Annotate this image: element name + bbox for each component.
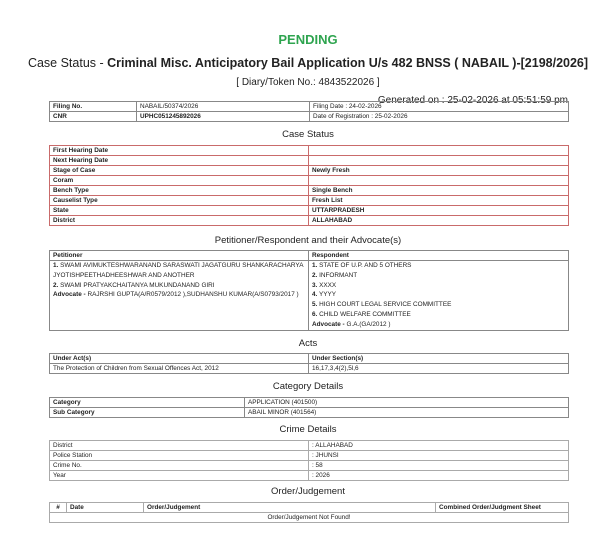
list-item: 5. HIGH COURT LEGAL SERVICE COMMITTEE: [312, 301, 452, 309]
row-label: District: [50, 216, 309, 226]
table-row: [50, 146, 569, 156]
registration-date: Date of Registration : 25-02-2026: [310, 112, 569, 122]
row-value: : JHUNSI: [309, 451, 569, 461]
row-label: Police Station: [50, 451, 309, 461]
row-label: Next Hearing Date: [50, 156, 309, 166]
acts-heading: Acts: [298, 338, 318, 349]
parties-heading: Petitioner/Respondent and their Advocate(s): [214, 235, 402, 246]
row-value: [309, 156, 569, 166]
orders-empty-message: Order/Judgement Not Found!: [50, 513, 569, 523]
list-item: 2. INFORMANT: [312, 271, 358, 279]
filing-no-label: Filing No.: [50, 102, 137, 112]
table-row: [50, 216, 569, 226]
respondent-header: Respondent: [309, 251, 569, 261]
table-row: [50, 176, 569, 186]
list-item: 1. STATE OF U.P. AND 5 OTHERS: [312, 262, 412, 269]
table-row: [50, 398, 569, 408]
list-item: 2. SWAMI PRATYAKCHAITANYA MUKUNDANAND GIRI: [53, 281, 215, 289]
generated-timestamp: Generated on : 25-02-2026 at 05:51:59 pm: [377, 95, 568, 106]
row-value: : ALLAHABAD: [309, 441, 569, 451]
petitioner-list: [50, 261, 309, 331]
subcategory-label: Sub Category: [50, 408, 245, 418]
title-prefix: Case Status -: [27, 56, 108, 70]
parties-table: [49, 250, 569, 331]
list-item: 4. YYYY: [312, 291, 337, 299]
orders-col-num: #: [50, 503, 67, 513]
sections-col-header: Under Section(s): [309, 354, 569, 364]
row-label: State: [50, 206, 309, 216]
row-value: : 2026: [309, 471, 569, 481]
filing-no-value: NABAIL/50374/2026: [137, 102, 310, 112]
orders-table: [49, 502, 569, 523]
respondent-advocate: Advocate - G.A.(GA/2012 ): [312, 320, 391, 328]
petitioner-header: Petitioner: [50, 251, 309, 261]
crime-table: [49, 440, 569, 481]
filing-table: [49, 101, 569, 122]
page-title: [0, 54, 616, 72]
row-label: Crime No.: [50, 461, 309, 471]
category-value: APPLICATION (401500): [245, 398, 569, 408]
category-heading: Category Details: [272, 381, 344, 392]
table-row: [50, 441, 569, 451]
category-label: Category: [50, 398, 245, 408]
table-row: [50, 166, 569, 176]
row-value: Newly Fresh: [309, 166, 569, 176]
table-row: [50, 196, 569, 206]
orders-col-sheet: Combined Order/Judgment Sheet: [436, 503, 569, 513]
row-value: ALLAHABAD: [309, 216, 569, 226]
list-item: 3. XXXX: [312, 281, 337, 289]
orders-heading: Order/Judgement: [271, 486, 345, 497]
row-label: Stage of Case: [50, 166, 309, 176]
row-label: First Hearing Date: [50, 146, 309, 156]
diary-token: [ Diary/Token No.: 4843522026 ]: [236, 77, 380, 88]
case-status-badge: PENDING: [278, 32, 338, 47]
row-label: District: [50, 441, 309, 451]
row-value: Fresh List: [309, 196, 569, 206]
row-value: Single Bench: [309, 186, 569, 196]
list-item: 6. CHILD WELFARE COMMITTEE: [312, 310, 411, 318]
row-label: Coram: [50, 176, 309, 186]
title-main: Criminal Misc. Anticipatory Bail Application U/s 482 BNSS ( NABAIL )-[2198/2026]: [107, 56, 589, 70]
table-row: [50, 186, 569, 196]
row-label: Bench Type: [50, 186, 309, 196]
case-status-table: [49, 145, 569, 226]
acts-table: [49, 353, 569, 374]
crime-heading: Crime Details: [279, 424, 337, 435]
subcategory-value: ABAIL MINOR (401564): [245, 408, 569, 418]
row-value: [309, 176, 569, 186]
list-item: JYOTISHPEETHADHEESHWAR AND ANOTHER: [53, 271, 195, 279]
row-value: : 58: [309, 461, 569, 471]
orders-col-date: Date: [67, 503, 144, 513]
table-row: [50, 206, 569, 216]
cnr-label: CNR: [50, 112, 137, 122]
acts-col-header: Under Act(s): [50, 354, 309, 364]
orders-col-order: Order/Judgement: [144, 503, 436, 513]
table-row: [50, 364, 569, 374]
act-sections: 16,17,3,4(2),5l,6: [309, 364, 569, 374]
respondent-list: [309, 261, 569, 331]
table-row: [50, 156, 569, 166]
case-status-heading: Case Status: [282, 129, 334, 140]
filing-date: Filing Date : 24-02-2026: [310, 102, 569, 112]
table-row: [50, 451, 569, 461]
row-label: Causelist Type: [50, 196, 309, 206]
category-table: [49, 397, 569, 418]
act-name: The Protection of Children from Sexual Offences Act, 2012: [50, 364, 309, 374]
row-value: UTTARPRADESH: [309, 206, 569, 216]
row-value: [309, 146, 569, 156]
table-row: [50, 471, 569, 481]
table-row: [50, 408, 569, 418]
row-label: Year: [50, 471, 309, 481]
petitioner-advocate: Advocate - RAJRSHI GUPTA(A/R0579/2012 ),SUDHANSHU KUMAR(A/S0793/2017 ): [53, 291, 299, 299]
cnr-value: UPHC051245892026: [137, 112, 310, 122]
list-item: 1. SWAMI AVIMUKTESHWARANAND SARASWATI JAGATGURU SHANKARACHARYA: [53, 262, 304, 269]
table-row: [50, 461, 569, 471]
